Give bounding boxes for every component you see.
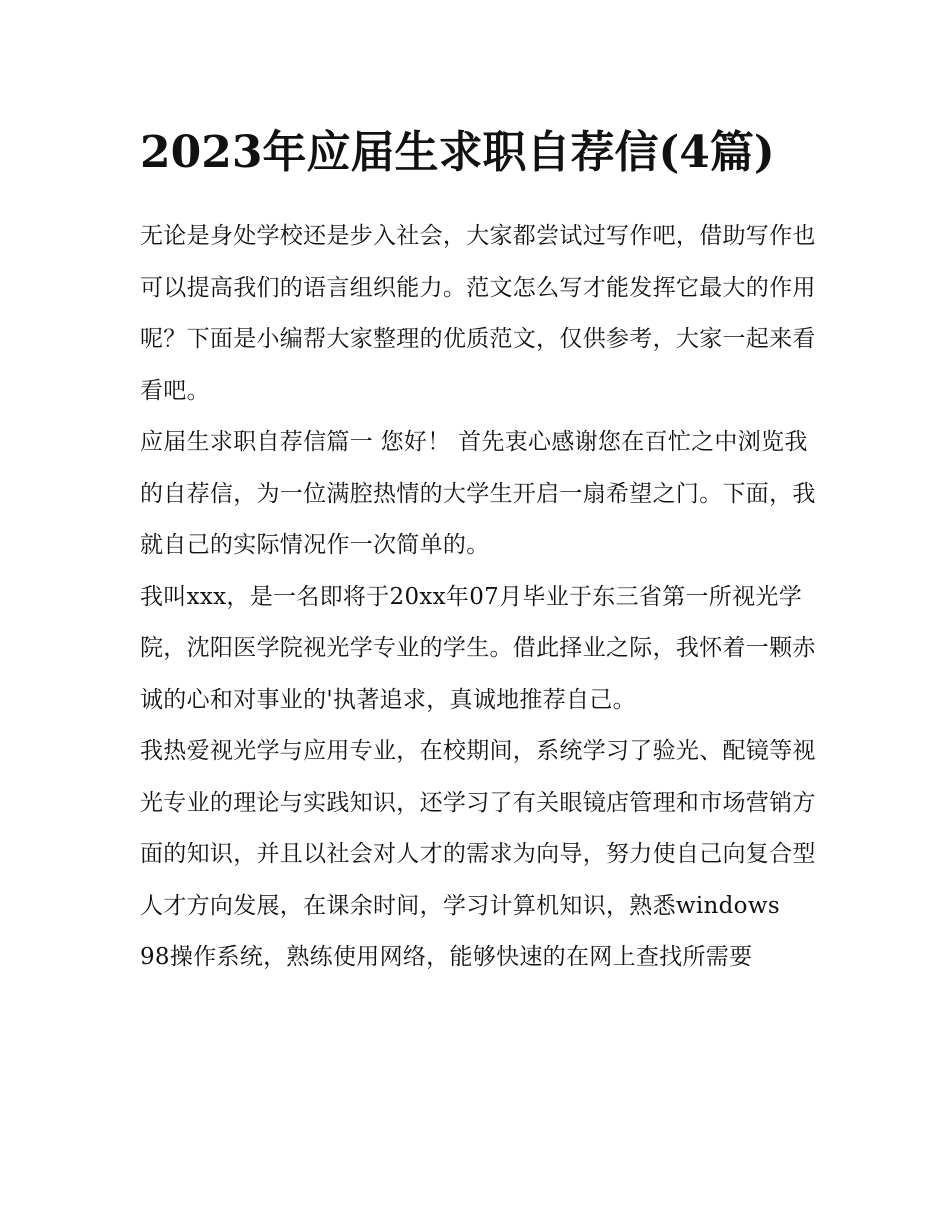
document-page [140,116,820,984]
document-title: 2023年应届生求职自荐信(4篇) [140,127,775,178]
paragraph-intro: 无论是身处学校还是步入社会，大家都尝试过写作吧，借助写作也可以提高我们的语言组织能力。范文怎么写才能发挥它最大的作用呢？下面是小编帮大家整理的优质范文，仅供参考，大家一起来看看吧。 [140,223,816,404]
paragraph-greeting: 应届生求职自荐信篇一 您好！ 首先衷心感谢您在百忙之中浏览我的自荐信，为一位满腔热情的大学生开启一扇希望之门。下面，我就自己的实际情况作一次简单的。 [140,429,816,558]
paragraph-self-introduction: 我叫xxx，是一名即将于20xx年07月毕业于东三省第一所视光学院，沈阳医学院视光学专业的学生。借此择业之际，我怀着一颗赤诚的心和对事业的'执著追求，真诚地推荐自己。 [140,583,816,713]
paragraph-computer-skills: 98操作系统，熟练使用网络，能够快速的在网上查找所需要 [140,944,753,970]
paragraph-studies: 我热爱视光学与应用专业，在校期间，系统学习了验光、配镜等视光专业的理论与实践知识，还学习了有关眼镜店管理和市场营销方面的知识，并且以社会对人才的需求为向导，努力使自己向复合型人才方向发展，在课余时间，学习计算机知识，熟悉windows [140,738,816,919]
